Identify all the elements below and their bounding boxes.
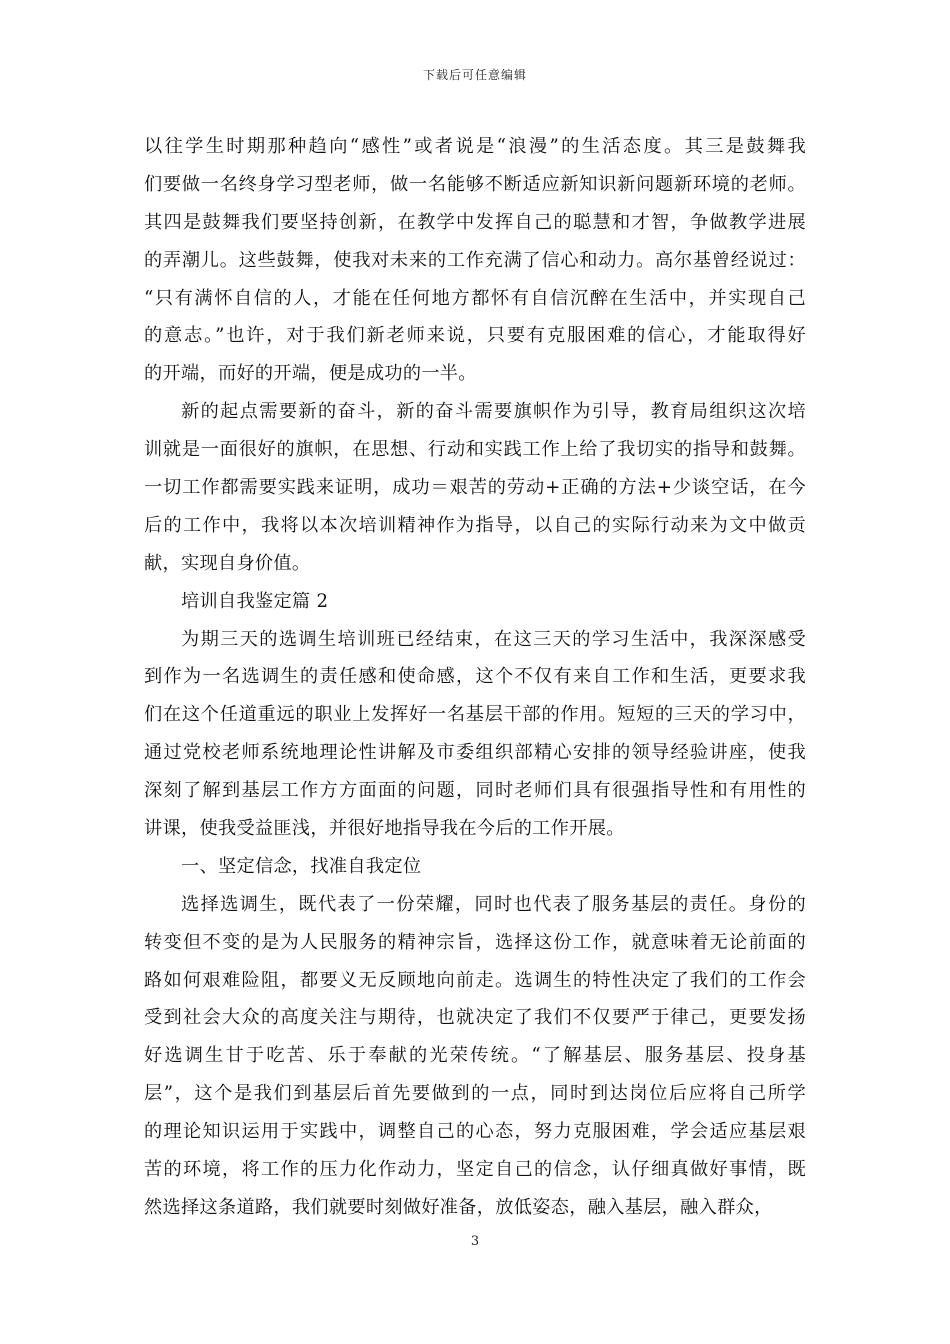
paragraph (144, 583, 806, 621)
text-line: 讲课，使我受益匪浅，并很好地指导我在今后的工作开展。 (144, 818, 625, 840)
paragraph (144, 393, 806, 582)
text-line: 为期三天的选调生培训班已经结束，在这三天的学习生活中，我深深感受 (181, 628, 806, 650)
text-line: 选择选调生，既代表了一份荣耀，同时也代表了服务基层的责任。身份的 (181, 893, 806, 915)
text-line: 然选择这条道路，我们就要时刻做好准备，放低姿态，融入基层，融入群众， (144, 1196, 773, 1218)
text-line: 后的工作中，我将以本次培训精神作为指导，以自己的实际行动来为文中做贡 (144, 514, 806, 536)
paragraph (144, 128, 806, 393)
text-line: 们要做一名终身学习型老师，做一名能够不断适应新知识新问题新环境的老师。 (144, 173, 806, 195)
text-line: 的理论知识运用于实践中，调整自己的心态，努力克服困难，学会适应基层艰 (144, 1121, 806, 1143)
text-line: 层”，这个是我们到基层后首先要做到的一点，同时到达岗位后应将自己所学 (144, 1083, 806, 1105)
paragraph (144, 848, 806, 886)
text-line: “只有满怀自信的人，才能在任何地方都怀有自信沉醉在生活中，并实现自己 (144, 287, 806, 309)
paragraph (144, 621, 806, 848)
text-line: 新的起点需要新的奋斗，新的奋斗需要旗帜作为引导，教育局组织这次培 (181, 401, 806, 423)
text-line: 们在这个任道重远的职业上发挥好一名基层干部的作用。短短的三天的学习中， (144, 704, 806, 726)
page-number: 3 (470, 1234, 480, 1249)
text-line: 通过党校老师系统地理论性讲解及市委组织部精心安排的领导经验讲座，使我 (144, 742, 806, 764)
page-header: 下载后可任意编辑 (422, 68, 527, 82)
text-line: 苦的环境，将工作的压力化作动力，坚定自己的信念，认仔细真做好事情，既 (144, 1159, 806, 1181)
text-line: 献，实现自身价值。 (144, 552, 311, 574)
paragraph (144, 886, 806, 1227)
document-body (144, 128, 806, 1227)
text-line: 到作为一名选调生的责任感和使命感，这个不仅有来自工作和生活，更要求我 (144, 666, 806, 688)
text-line: 一、坚定信念，找准自我定位 (181, 855, 422, 877)
text-line: 好选调生甘于吃苦、乐于奉献的光荣传统。“了解基层、服务基层、投身基 (144, 1045, 806, 1067)
text-line: 受到社会大众的高度关注与期待，也就决定了我们不仅要严于律己，更要发扬 (144, 1007, 806, 1029)
text-line: 以往学生时期那种趋向“感性”或者说是“浪漫”的生活态度。其三是鼓舞我 (144, 136, 806, 157)
text-line: 其四是鼓舞我们要坚持创新，在教学中发挥自己的聪慧和才智，争做教学进展 (144, 211, 806, 233)
text-line: 一切工作都需要实践来证明，成功＝艰苦的劳动+正确的方法+少谈空话，在今 (144, 477, 806, 499)
text-line: 训就是一面很好的旗帜，在思想、行动和实践工作上给了我切实的指导和鼓舞。 (144, 439, 806, 461)
text-line: 路如何艰难险阻，都要义无反顾地向前走。选调生的特性决定了我们的工作会 (144, 969, 806, 991)
text-line: 的意志。”也许，对于我们新老师来说，只要有克服困难的信心，才能取得好 (144, 325, 806, 347)
text-line: 的弄潮儿。这些鼓舞，使我对未来的工作充满了信心和动力。高尔基曾经说过： (144, 249, 806, 271)
text-line: 培训自我鉴定篇 2 (181, 590, 329, 612)
text-line: 的开端，而好的开端，便是成功的一半。 (144, 363, 477, 385)
text-line: 深刻了解到基层工作方方面面的问题，同时老师们具有很强指导性和有用性的 (144, 780, 806, 802)
text-line: 转变但不变的是为人民服务的精神宗旨，选择这份工作，就意味着无论前面的 (144, 931, 806, 953)
